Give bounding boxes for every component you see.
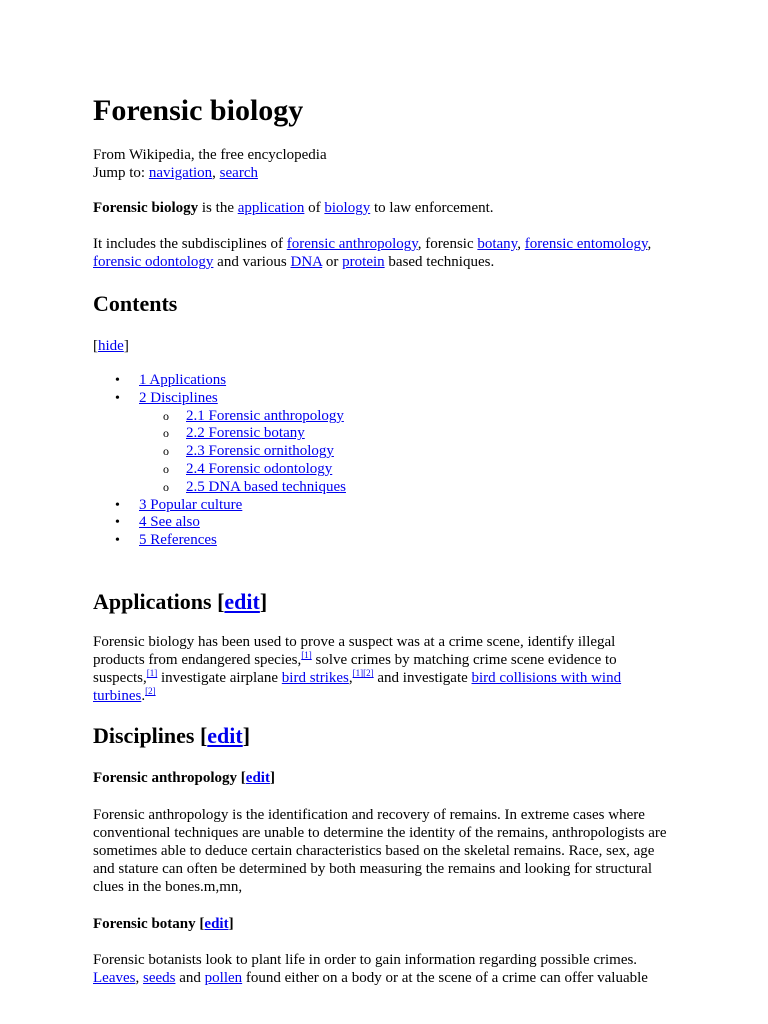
intro-paragraph-1 — [93, 199, 683, 217]
intro-text: and various — [213, 254, 291, 270]
toc-link-forensic-odontology[interactable]: 2.4 Forensic odontology — [186, 460, 333, 477]
reference-link[interactable]: [1] — [352, 668, 364, 678]
link-forensic-entomology[interactable]: forensic entomology — [524, 236, 648, 252]
applications-text: investigate airplane — [157, 670, 282, 686]
intro-bold-term: Forensic biology — [93, 200, 199, 216]
link-dna[interactable]: DNA — [290, 254, 323, 270]
edit-botany-link[interactable]: edit — [204, 916, 229, 932]
applications-heading-text: Applications — [93, 589, 212, 614]
toc-link-forensic-anthropology[interactable]: 2.1 Forensic anthropology — [186, 407, 344, 424]
edit-applications-link[interactable]: edit — [224, 589, 260, 614]
jump-prefix: Jump to: — [93, 165, 149, 181]
link-biology[interactable]: biology — [324, 200, 371, 216]
jump-search-link[interactable]: search — [219, 165, 258, 181]
jump-navigation-link[interactable]: navigation — [148, 165, 213, 181]
toc-toggle — [93, 337, 129, 355]
link-protein[interactable]: protein — [342, 254, 385, 270]
jump-to-links — [93, 164, 258, 182]
link-seeds[interactable]: seeds — [142, 970, 176, 986]
forensic-anthropology-heading — [93, 769, 275, 787]
botany-text: Forensic botanists look to plant life in order to gain information regarding possible crimes. — [93, 952, 638, 968]
toc-item — [93, 372, 346, 390]
applications-heading — [93, 589, 267, 615]
link-botany[interactable]: botany — [477, 236, 518, 252]
toc-link-disciplines[interactable]: 2 Disciplines — [139, 389, 218, 406]
anthropology-paragraph: Forensic anthropology is the identification and recovery of remains. In extreme cases where conventional techniques are unable to determine the identity of the remains, anthropologists are sometimes able to deduce certain characteristics based on the skeletal remains. Race, sex, age and stature can often be determined by both measuring the remains and looking for structural clues in the bones.m,mn, — [93, 807, 667, 895]
toc-link-references[interactable]: 5 References — [139, 532, 217, 549]
toc-bracket-close: ] — [123, 338, 129, 354]
edit-bracket: ] — [242, 723, 251, 748]
site-subtitle: From Wikipedia, the free encyclopedia — [93, 147, 327, 163]
link-bird-collisions-wind-turbines[interactable]: bird collisions with wind turbines — [93, 670, 622, 704]
edit-bracket: ] — [259, 589, 268, 614]
disciplines-heading-text: Disciplines — [93, 723, 195, 748]
link-forensic-odontology[interactable]: forensic odontology — [93, 254, 214, 270]
toc-item — [93, 497, 346, 515]
toc-bracket-open: [ — [93, 338, 98, 354]
toc-link-dna-techniques[interactable]: 2.5 DNA based techniques — [186, 478, 346, 495]
reference-link[interactable]: [2] — [145, 686, 156, 696]
reference-link[interactable]: [1] — [146, 668, 158, 678]
link-forensic-anthropology[interactable]: forensic anthropology — [286, 236, 418, 252]
intro-text: , forensic — [417, 236, 478, 252]
edit-bracket: [ — [195, 916, 205, 932]
toc-link-see-also[interactable]: 4 See also — [139, 514, 200, 531]
toc-link-forensic-botany[interactable]: 2.2 Forensic botany — [186, 425, 305, 442]
applications-text: solve crimes by matching crime scene evidence to suspects, — [93, 652, 617, 686]
intro-text: is the — [198, 200, 238, 216]
toc-subitem — [93, 443, 346, 461]
edit-bracket: [ — [211, 589, 225, 614]
toc-item — [93, 390, 346, 408]
intro-text: or — [322, 254, 343, 270]
page-title: Forensic biology — [93, 94, 304, 127]
edit-bracket: ] — [269, 770, 275, 786]
applications-text: Forensic biology has been used to prove a suspect was at a crime scene, identify illegal products from endangered species, — [93, 634, 616, 668]
botany-paragraph — [93, 951, 673, 987]
disciplines-heading — [93, 723, 250, 749]
link-application[interactable]: application — [237, 200, 305, 216]
intro-text: to law enforcement. — [370, 200, 494, 216]
toc-link-popular-culture[interactable]: 3 Popular culture — [139, 496, 243, 513]
link-pollen[interactable]: pollen — [204, 970, 243, 986]
applications-paragraph — [93, 633, 645, 705]
toc-subitem — [93, 479, 346, 497]
edit-anthropology-link[interactable]: edit — [245, 770, 270, 786]
intro-text: , — [517, 236, 525, 252]
intro-text: , — [647, 236, 652, 252]
edit-bracket: [ — [237, 770, 246, 786]
toc-subitem — [93, 461, 346, 479]
botany-heading-text: Forensic botany — [93, 916, 196, 932]
reference-link[interactable]: [2] — [363, 668, 374, 678]
intro-text: of — [304, 200, 325, 216]
applications-text: . — [141, 688, 146, 704]
link-leaves[interactable]: Leaves — [93, 970, 136, 986]
toc-subitem — [93, 408, 346, 426]
anthropology-heading-text: Forensic anthropology — [93, 770, 238, 786]
toc-item — [93, 532, 346, 550]
intro-paragraph-2 — [93, 235, 675, 271]
toc-item — [93, 514, 346, 532]
botany-text: found either on a body or at the scene of a crime can offer valuable — [242, 970, 648, 986]
jump-separator: , — [212, 165, 220, 181]
intro-text: based techniques. — [384, 254, 495, 270]
edit-bracket: ] — [228, 916, 234, 932]
toc-hide-link[interactable]: hide — [98, 338, 124, 354]
toc-link-applications[interactable]: 1 Applications — [139, 372, 227, 388]
edit-bracket: [ — [194, 723, 208, 748]
contents-heading: Contents — [93, 291, 178, 316]
edit-disciplines-link[interactable]: edit — [207, 723, 243, 748]
link-bird-strikes[interactable]: bird strikes — [281, 670, 349, 686]
toc-link-forensic-ornithology[interactable]: 2.3 Forensic ornithology — [186, 443, 334, 460]
intro-text: It includes the subdisciplines of — [93, 236, 287, 252]
reference-link[interactable]: [1] — [301, 650, 312, 660]
table-of-contents — [93, 372, 346, 550]
applications-text: , — [348, 670, 353, 686]
toc-subitem — [93, 425, 346, 443]
botany-text: and — [175, 970, 205, 986]
applications-text: and investigate — [373, 670, 472, 686]
botany-text: , — [135, 970, 143, 986]
forensic-botany-heading — [93, 915, 234, 933]
